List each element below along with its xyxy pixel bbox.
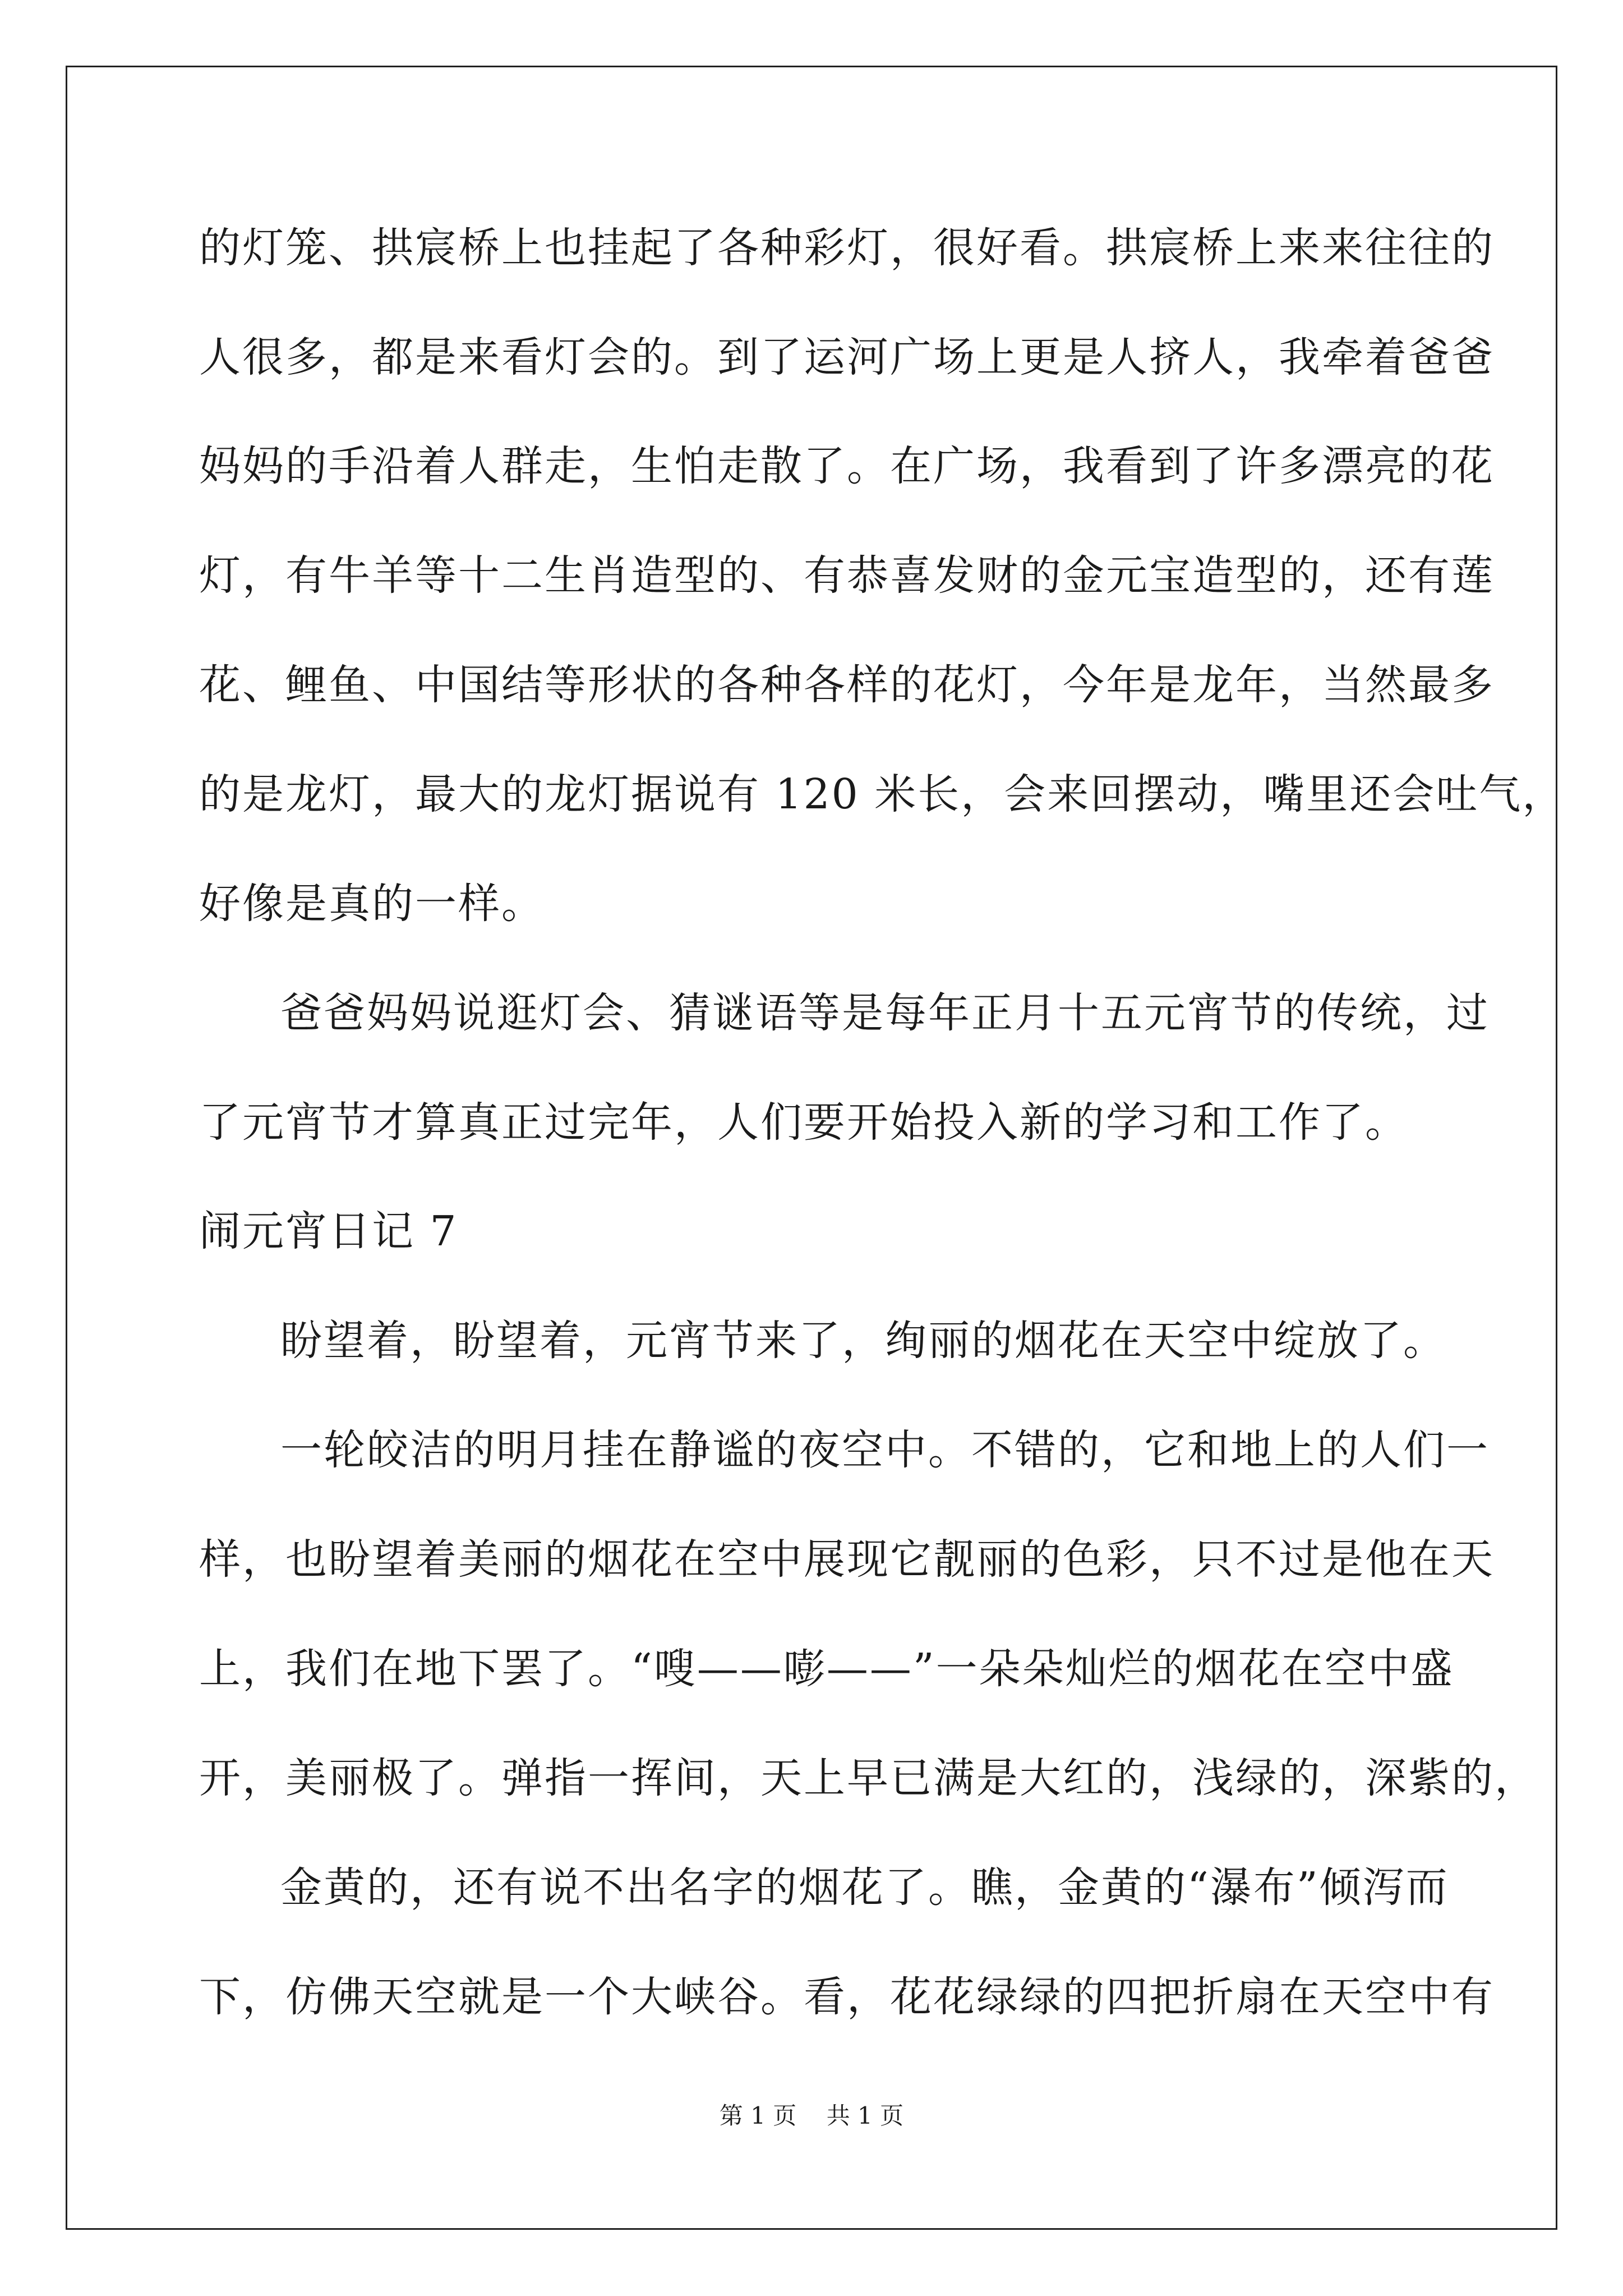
paragraph-first-line: 盼望着，盼望着，元宵节来了，绚丽的烟花在天空中绽放了。 — [280, 1317, 1446, 1365]
body-text-line: 妈妈的手沿着人群走，生怕走散了。在广场，我看到了许多漂亮的花 — [199, 442, 1495, 490]
body-text-line: 好像是真的一样。 — [199, 880, 545, 928]
body-text-line: 的是龙灯，最大的龙灯据说有 120 米长，会来回摆动，嘴里还会吐气， — [199, 770, 1566, 818]
section-heading: 闹元宵日记 7 — [199, 1207, 458, 1255]
body-text-line: 下，仿佛天空就是一个大峡谷。看，花花绿绿的四把折扇在天空中有 — [199, 1973, 1495, 2021]
body-text-line: 样，也盼望着美丽的烟花在空中展现它靓丽的色彩，只不过是他在天 — [199, 1535, 1495, 1584]
body-text-line: 灯，有牛羊等十二生肖造型的、有恭喜发财的金元宝造型的，还有莲 — [199, 551, 1495, 600]
body-text-line: 花、鲤鱼、中国结等形状的各种各样的花灯，今年是龙年，当然最多 — [199, 661, 1495, 709]
body-text-line: 开，美丽极了。弹指一挥间，天上早已满是大红的，浅绿的，深紫的， — [199, 1754, 1538, 1802]
paragraph-first-line: 一轮皎洁的明月挂在静谧的夜空中。不错的，它和地上的人们一 — [280, 1426, 1490, 1474]
body-text-line: 的灯笼、拱宸桥上也挂起了各种彩灯，很好看。拱宸桥上来来往往的 — [199, 224, 1495, 272]
body-text-line: 了元宵节才算真正过完年，人们要开始投入新的学习和工作了。 — [199, 1098, 1408, 1147]
page-number-footer: 第 1 页 共 1 页 — [719, 2102, 904, 2129]
body-text-line: 人很多，都是来看灯会的。到了运河广场上更是人挤人，我牵着爸爸 — [199, 333, 1495, 381]
paragraph-first-line: 金黄的，还有说不出名字的烟花了。瞧，金黄的“瀑布”倾泻而 — [280, 1864, 1449, 1912]
paragraph-first-line: 爸爸妈妈说逛灯会、猜谜语等是每年正月十五元宵节的传统，过 — [280, 989, 1490, 1037]
body-text-line: 上，我们在地下罢了。“嗖——嘭——”一朵朵灿烂的烟花在空中盛 — [199, 1645, 1454, 1693]
